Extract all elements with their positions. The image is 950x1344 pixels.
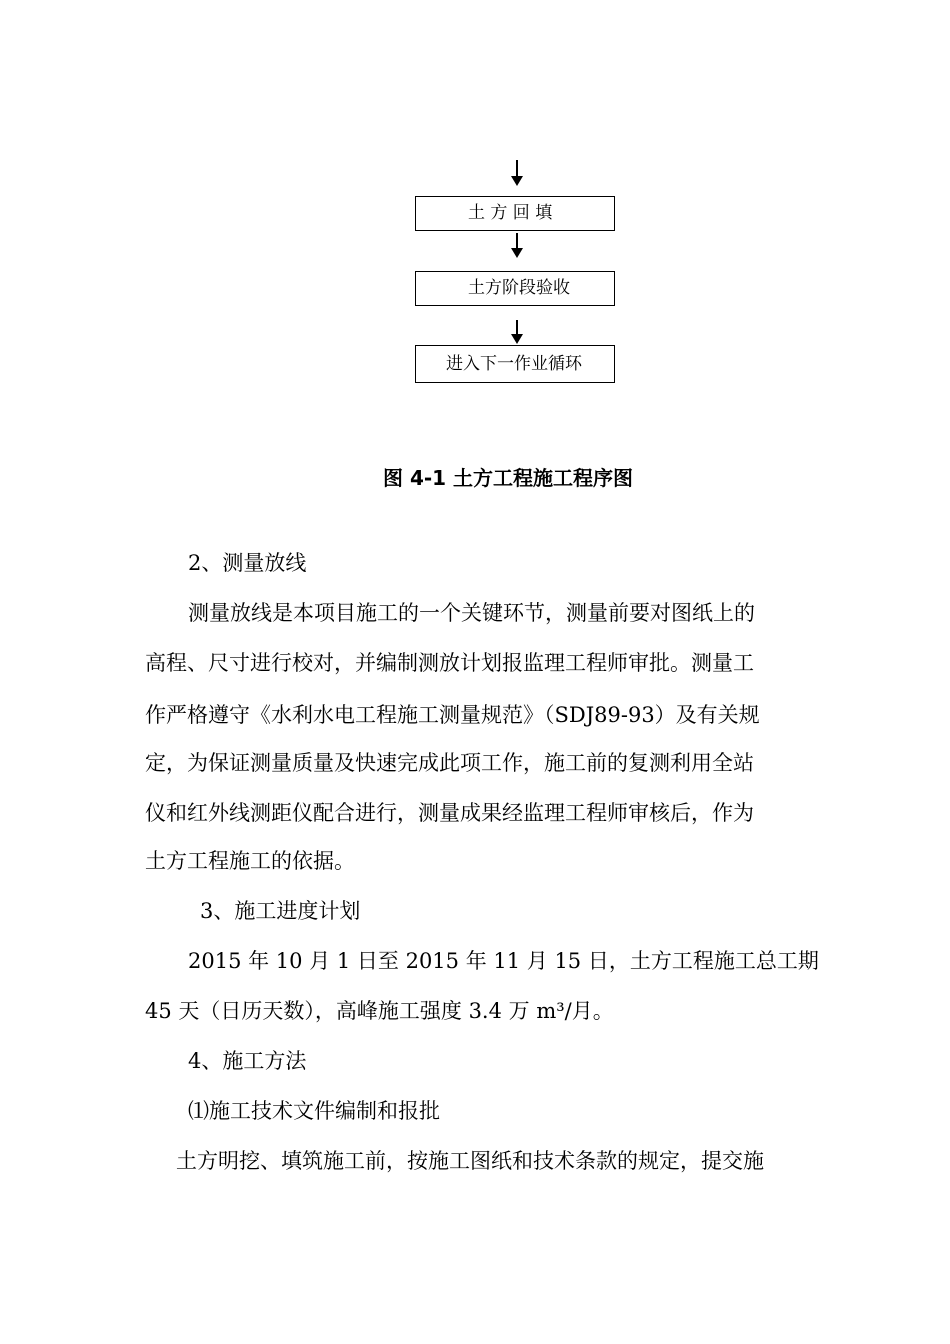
paragraph-line: 测量放线是本项目施工的一个关键环节，测量前要对图纸上的: [188, 601, 755, 625]
flowchart-box-label: 进入下一作业循环: [446, 354, 582, 374]
flowchart-box-backfill: [415, 196, 615, 231]
flow-arrow-1: [510, 233, 524, 259]
paragraph-line: 作严格遵守《水利水电工程施工测量规范》（SDJ89-93）及有关规: [145, 703, 760, 727]
paragraph-line: 2015 年 10 月 1 日至 2015 年 11 月 15 日，土方工程施工总工期: [188, 949, 819, 973]
section-2-heading: 2、测量放线: [188, 551, 307, 575]
section-4-subheading: ⑴施工技术文件编制和报批: [188, 1099, 440, 1123]
flowchart-box-label: 土方阶段验收: [468, 278, 570, 298]
section-4-heading: 4、施工方法: [188, 1049, 307, 1073]
flowchart-box-label: 土 方 回 填: [468, 203, 553, 223]
paragraph-line: 土方工程施工的依据。: [145, 849, 355, 873]
paragraph-line: 45 天（日历天数），高峰施工强度 3.4 万 m³/月。: [145, 999, 614, 1023]
flow-arrow-2: [510, 320, 524, 344]
paragraph-line: 定，为保证测量质量及快速完成此项工作，施工前的复测利用全站: [145, 751, 754, 775]
section-3-heading: 3、施工进度计划: [200, 899, 361, 923]
flow-arrow-top: [510, 160, 524, 186]
figure-caption: 图 4-1 土方工程施工程序图: [383, 466, 634, 490]
flowchart-box-acceptance: [415, 271, 615, 306]
paragraph-line: 高程、尺寸进行校对，并编制测放计划报监理工程师审批。测量工: [145, 651, 754, 675]
paragraph-line: 土方明挖、填筑施工前，按施工图纸和技术条款的规定，提交施: [176, 1149, 764, 1173]
flowchart-box-next-cycle: [415, 345, 615, 383]
paragraph-line: 仪和红外线测距仪配合进行，测量成果经监理工程师审核后，作为: [145, 801, 754, 825]
